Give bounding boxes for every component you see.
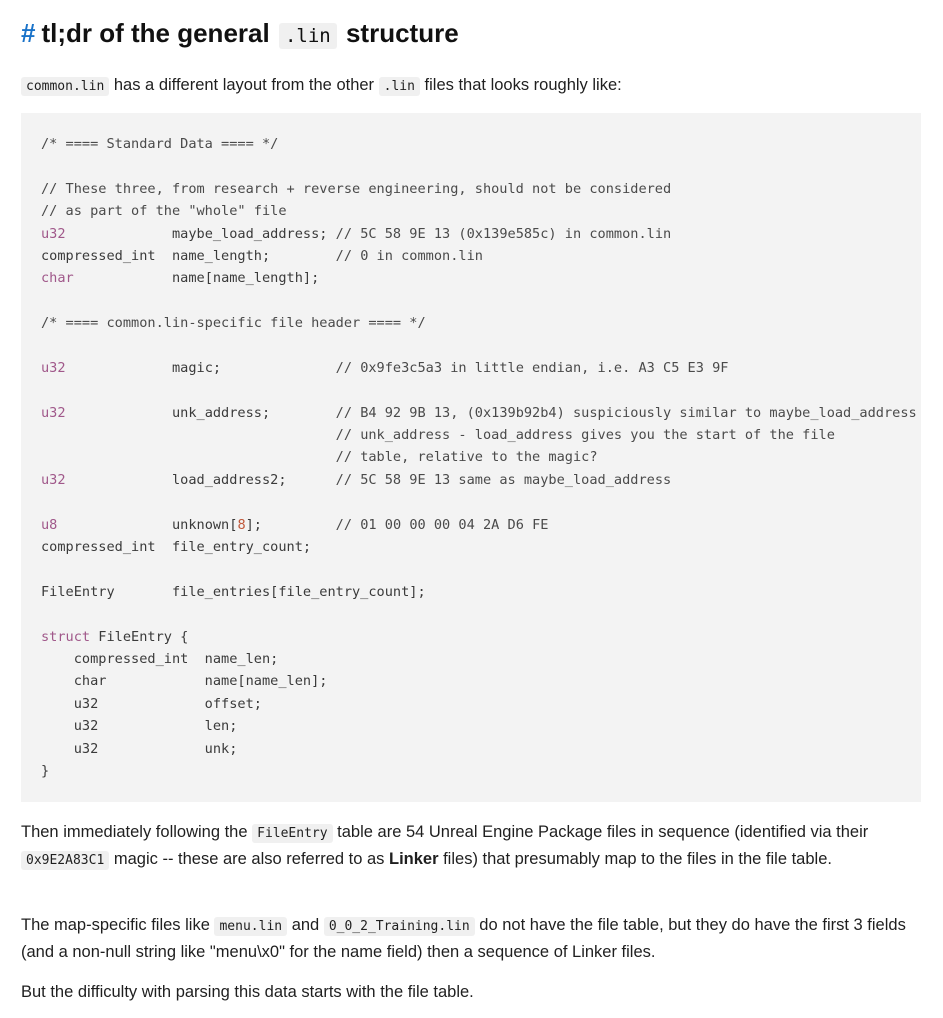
map-files-paragraph <box>21 913 921 965</box>
code-line <box>41 626 917 648</box>
para2-text-4: files) that presumably map to the files in the file table. <box>438 849 832 868</box>
code-text: ]; <box>245 516 336 533</box>
code-text: unk_address; <box>65 404 336 421</box>
para3-text-2: and <box>287 916 324 934</box>
inline-code-magic: 0x9E2A83C1 <box>21 851 109 870</box>
code-line <box>41 200 917 222</box>
para2-text-2: table are 54 Unreal Engine Package files in sequence (identified via their <box>332 823 869 841</box>
intro-text-1: has a different layout from the other <box>109 76 379 94</box>
code-comment: // table, relative to the magic? <box>335 449 598 466</box>
code-line <box>41 469 917 491</box>
code-text: maybe_load_address; <box>65 225 336 242</box>
code-text: compressed_int name_len; <box>41 650 279 667</box>
code-line <box>41 536 917 558</box>
code-type: u32 <box>41 225 66 242</box>
code-type: u32 <box>41 359 66 376</box>
code-text: name[name_length]; <box>73 270 320 287</box>
para2-text-3: magic -- these are also referred to as <box>109 849 389 868</box>
code-line <box>41 491 917 513</box>
code-text: load_address2; <box>65 471 336 488</box>
linker-paragraph <box>21 820 921 873</box>
code-line <box>41 312 917 334</box>
bold-linker: Linker <box>388 849 439 868</box>
code-comment: /* ==== Standard Data ==== */ <box>41 136 279 152</box>
code-text <box>41 427 336 443</box>
code-comment: // B4 92 9B 13, (0x139b92b4) suspiciously similar to maybe_load_address <box>335 404 917 421</box>
code-line <box>41 648 917 670</box>
code-type: u32 <box>41 404 66 421</box>
code-text: } <box>41 762 50 779</box>
code-comment: // 0x9fe3c5a3 in little endian, i.e. A3 C5 E3 9F <box>335 359 729 376</box>
heading-anchor[interactable]: # <box>21 18 36 48</box>
code-line <box>41 446 917 468</box>
code-line <box>41 223 917 245</box>
code-text <box>41 449 336 465</box>
code-line <box>41 693 917 715</box>
intro-paragraph <box>21 73 622 100</box>
difficulty-paragraph: But the difficulty with parsing this data starts with the file table. <box>21 983 474 1001</box>
intro-text-2: files that looks roughly like: <box>419 76 622 94</box>
code-text: compressed_int file_entry_count; <box>41 539 312 556</box>
inline-code-fileentry: FileEntry <box>252 824 332 843</box>
section-heading <box>21 16 459 53</box>
code-line <box>41 715 917 737</box>
code-line <box>41 267 917 289</box>
para2-text-1: Then immediately following the <box>21 823 253 841</box>
code-line <box>41 558 917 580</box>
code-text: magic; <box>65 359 336 376</box>
code-line <box>41 738 917 760</box>
code-type: char <box>41 270 74 287</box>
code-line <box>41 670 917 692</box>
code-text: u32 unk; <box>41 740 238 757</box>
code-line <box>41 357 917 379</box>
inline-code-common-lin: common.lin <box>21 77 109 96</box>
code-line <box>41 379 917 401</box>
code-comment: // 5C 58 9E 13 (0x139e585c) in common.lin <box>335 225 672 242</box>
code-comment: // These three, from research + reverse engineering, should not be considered <box>41 180 672 197</box>
code-content <box>41 133 917 782</box>
code-line <box>41 603 917 625</box>
code-type: struct <box>41 628 91 645</box>
code-type: u32 <box>41 471 66 488</box>
code-number: 8 <box>237 516 246 533</box>
code-comment: // as part of the "whole" file <box>41 203 287 220</box>
code-comment: /* ==== common.lin-specific file header ==== */ <box>41 315 426 332</box>
code-text: compressed_int name_length; <box>41 247 336 264</box>
code-line <box>41 290 917 312</box>
code-line <box>41 155 917 177</box>
code-line <box>41 514 917 536</box>
code-line <box>41 245 917 267</box>
code-comment: // 0 in common.lin <box>335 247 483 264</box>
code-text: FileEntry { <box>90 628 189 645</box>
code-text: unknown[ <box>57 516 238 533</box>
code-text: u32 len; <box>41 718 238 735</box>
inline-code-menu-lin: menu.lin <box>214 917 287 936</box>
para3-text-1: The map-specific files like <box>21 916 215 934</box>
code-line <box>41 178 917 200</box>
code-block <box>21 113 921 802</box>
inline-code-training-lin: 0_0_2_Training.lin <box>324 917 475 936</box>
code-comment: // 01 00 00 00 04 2A D6 FE <box>335 516 549 533</box>
code-line <box>41 402 917 424</box>
code-text: FileEntry file_entries[file_entry_count]; <box>41 583 426 600</box>
code-comment: // unk_address - load_address gives you the start of the file <box>335 427 835 444</box>
code-text: char name[name_len]; <box>41 673 328 690</box>
para3-text-3: do not have the file table, but they do have the first 3 fields (and a non-null string like "menu\x0" for the name field) then a sequence of Linker files. <box>21 916 906 961</box>
code-comment: // 5C 58 9E 13 same as maybe_load_address <box>335 471 672 488</box>
code-line <box>41 133 917 155</box>
code-text: u32 offset; <box>41 695 262 712</box>
heading-code: .lin <box>279 23 337 49</box>
code-line <box>41 760 917 782</box>
code-type: u8 <box>41 516 58 533</box>
code-line <box>41 335 917 357</box>
code-line <box>41 424 917 446</box>
code-line <box>41 581 917 603</box>
heading-text-after: structure <box>345 18 459 48</box>
heading-text-before: tl;dr of the general <box>41 18 270 48</box>
inline-code-lin: .lin <box>379 77 420 96</box>
